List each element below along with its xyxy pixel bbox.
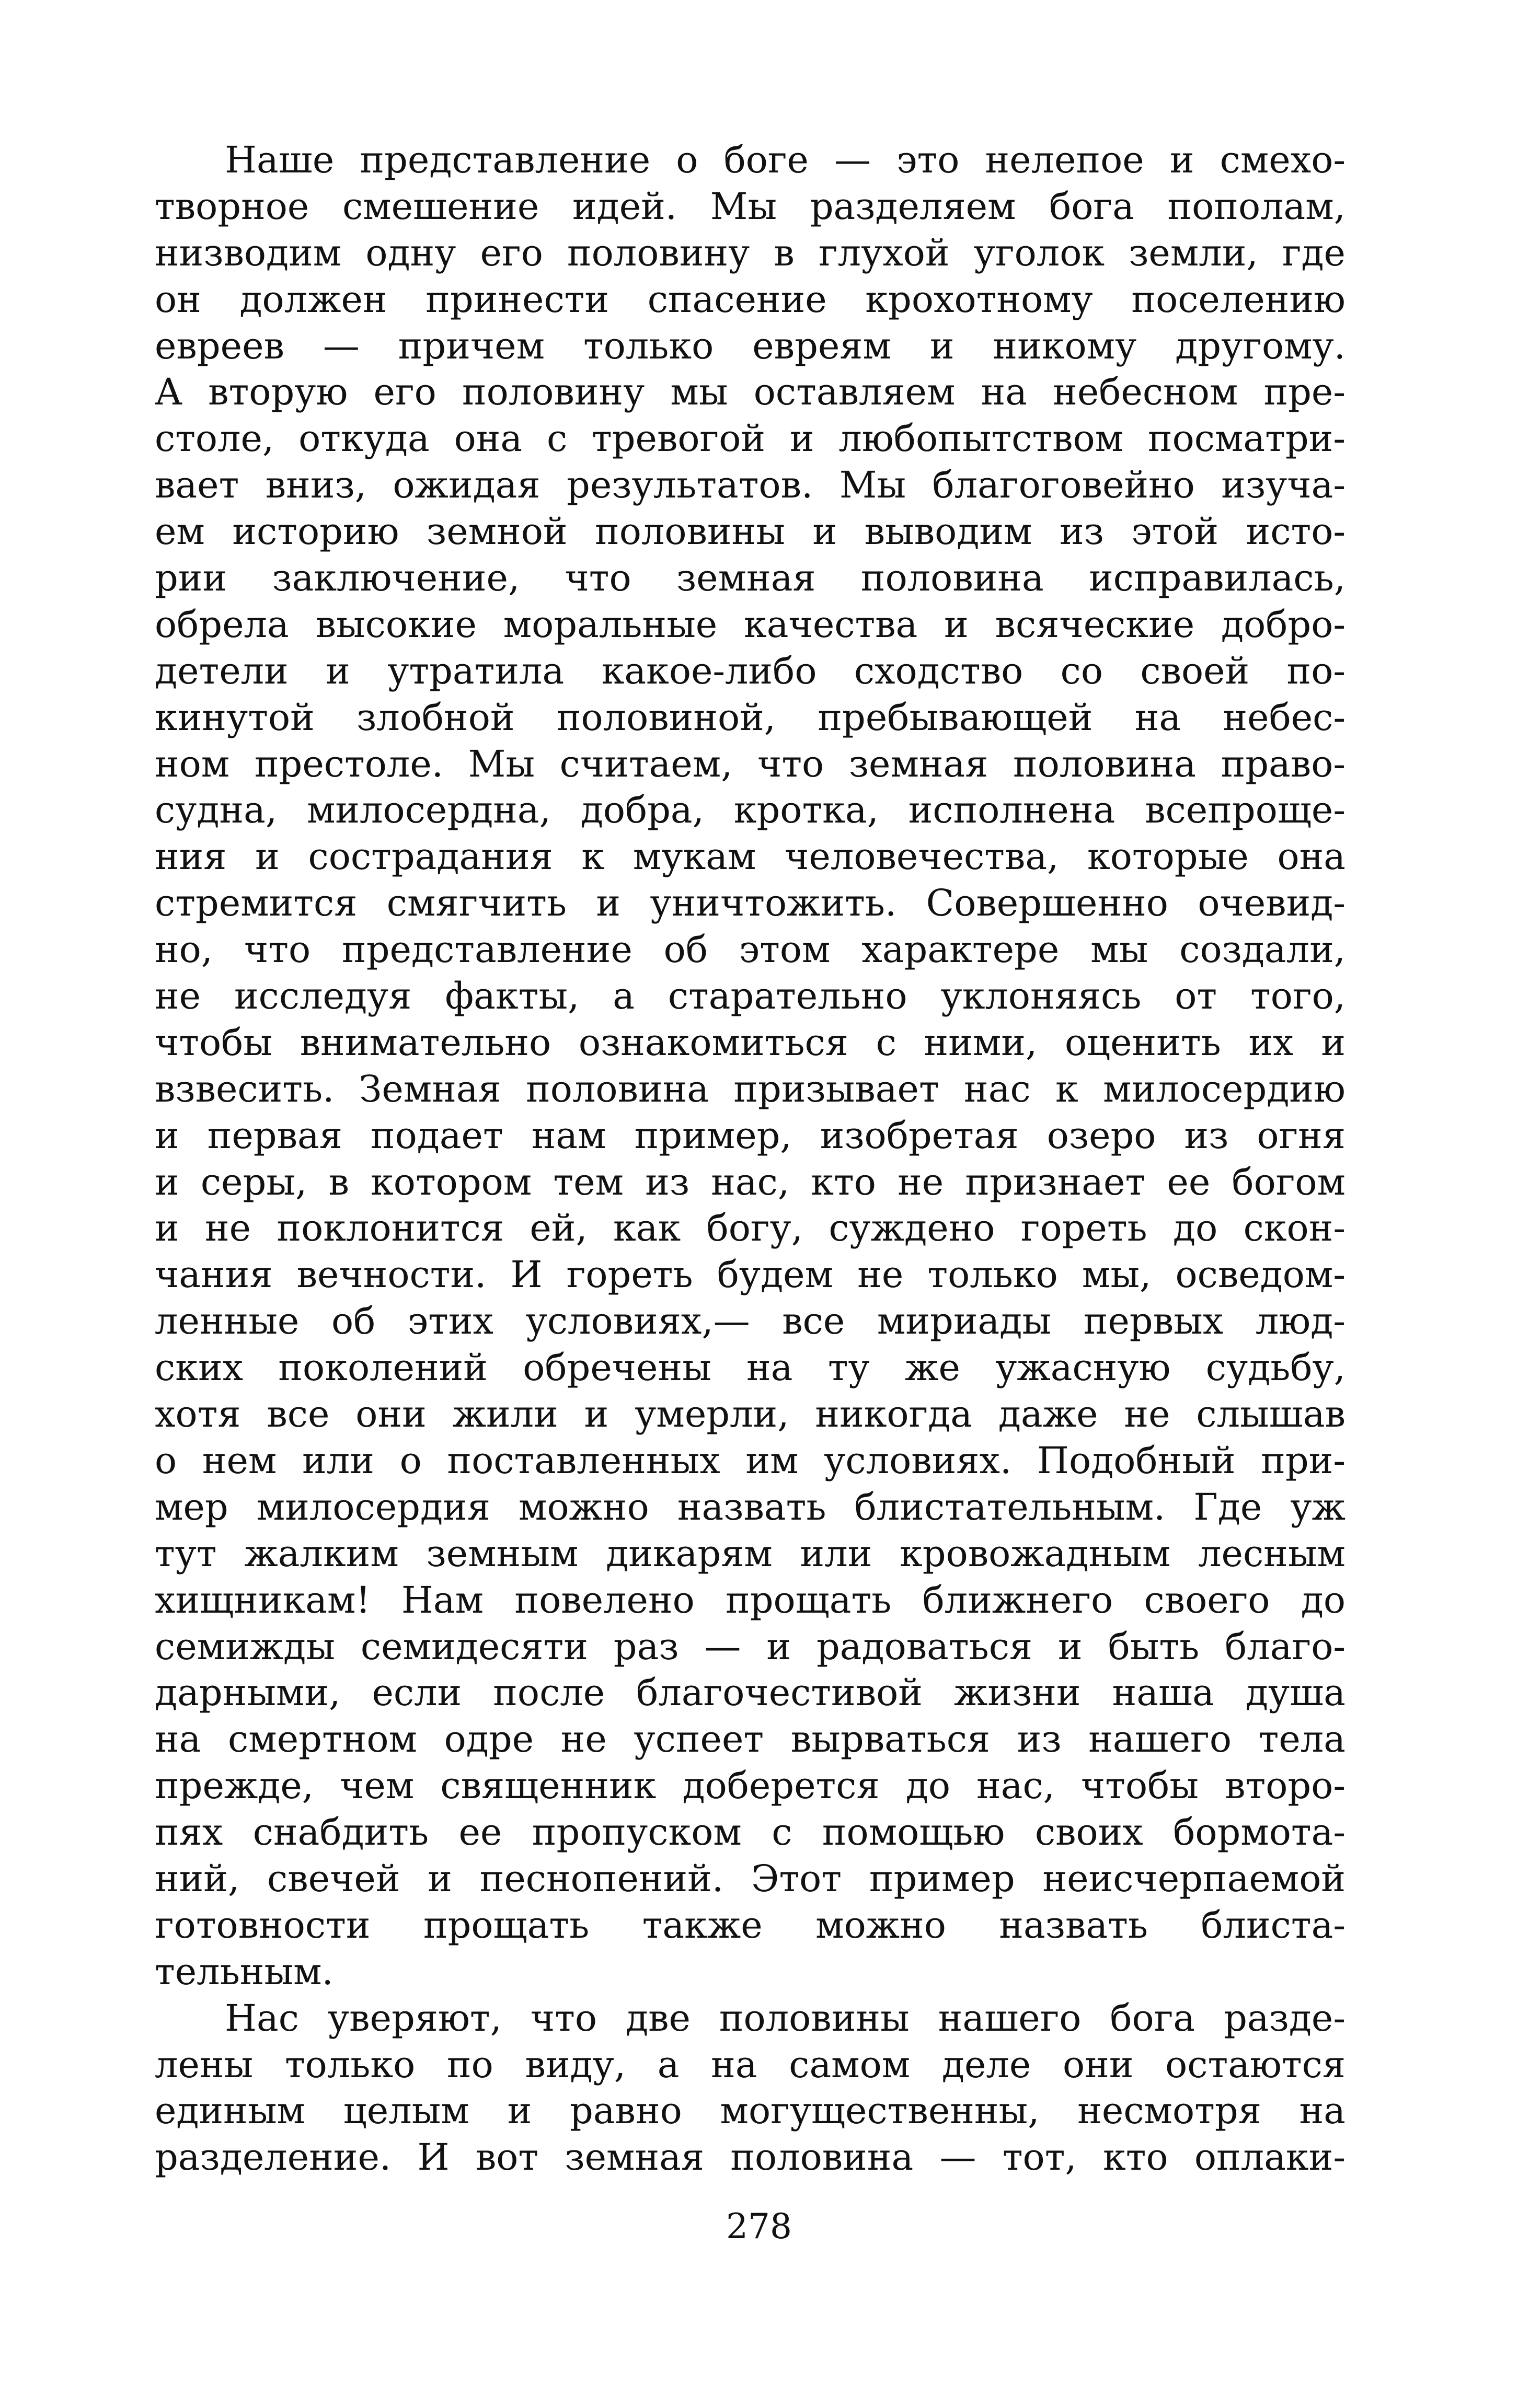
text-line: низводим одну его половину в глухой уголок земли, где: [155, 231, 1346, 274]
text-line: чания вечности. И гореть будем не только мы, осведом-: [155, 1253, 1346, 1296]
text-line: рии заключение, что земная половина исправилась,: [155, 557, 1346, 600]
text-line: тельным.: [155, 1950, 334, 1993]
text-line: хищникам! Нам повелено прощать ближнего своего до: [155, 1578, 1346, 1622]
text-line: лены только по виду, а на самом деле они остаются: [155, 2043, 1346, 2086]
text-line: ния и сострадания к мукам человечества, которые она: [155, 835, 1346, 878]
text-line: он должен принести спасение крохотному поселению: [155, 277, 1346, 321]
text-line: готовности прощать также можно назвать блиста-: [155, 1903, 1346, 1947]
text-line: творное смешение идей. Мы разделяем бога пополам,: [155, 184, 1346, 228]
text-line: евреев — причем только евреям и никому другому.: [155, 324, 1346, 367]
text-line: вает вниз, ожидая результатов. Мы благоговейно изуча-: [155, 464, 1346, 507]
text-line: взвесить. Земная половина призывает нас к милосердию: [155, 1067, 1346, 1110]
text-line: чтобы внимательно ознакомиться с ними, оценить их и: [155, 1021, 1346, 1064]
text-line: ем историю земной половины и выводим из этой исто-: [155, 510, 1346, 553]
text-line: не исследуя факты, а старательно уклоняясь от того,: [155, 975, 1346, 1018]
text-line: ном престоле. Мы считаем, что земная половина право-: [155, 742, 1346, 785]
page-number: 278: [726, 2206, 792, 2247]
paragraph-2: [155, 1995, 1346, 2181]
body-text: [155, 137, 1346, 2181]
text-line: семижды семидесяти раз — и радоваться и быть благо-: [155, 1625, 1346, 1668]
text-line: ских поколений обречены на ту же ужасную судьбу,: [155, 1346, 1346, 1390]
text-line: судна, милосердна, добра, кротка, исполнена всепроще-: [155, 789, 1346, 832]
text-line: тут жалким земным дикарям или кровожадным лесным: [155, 1532, 1346, 1575]
text-line: разделение. И вот земная половина — тот, кто оплаки-: [155, 2136, 1346, 2179]
text-line: но, что представление об этом характере мы создали,: [155, 928, 1346, 971]
text-line: мер милосердия можно назвать блистательным. Где уж: [155, 1485, 1346, 1529]
text-line: ленные об этих условиях,— все мириады первых люд-: [155, 1300, 1346, 1343]
text-line: прежде, чем священник доберется до нас, чтобы второ-: [155, 1764, 1346, 1808]
text-line: кинутой злобной половиной, пребывающей на небес-: [155, 696, 1346, 739]
text-line: Нас уверяют, что две половины нашего бога разде-: [225, 1996, 1346, 2040]
text-line: и не поклонится ей, как богу, суждено гореть до скон-: [155, 1207, 1346, 1250]
text-line: обрела высокие моральные качества и всяческие добро-: [155, 603, 1346, 646]
text-line: столе, откуда она с тревогой и любопытством посматри-: [155, 417, 1346, 460]
text-line: и первая подает нам пример, изобретая озеро из огня: [155, 1114, 1346, 1157]
text-line: Наше представление о боге — это нелепое и смехо-: [225, 138, 1346, 181]
text-line: единым целым и равно могущественны, несмотря на: [155, 2089, 1346, 2133]
text-line: пях снабдить ее пропуском с помощью своих бормота-: [155, 1811, 1346, 1854]
text-line: стремится смягчить и уничтожить. Совершенно очевид-: [155, 882, 1346, 925]
text-line: и серы, в котором тем из нас, кто не признает ее богом: [155, 1160, 1346, 1203]
text-line: А вторую его половину мы оставляем на небесном пре-: [155, 371, 1346, 414]
paragraph-1: [155, 137, 1346, 1995]
text-line: хотя все они жили и умерли, никогда даже не слышав: [155, 1393, 1346, 1436]
text-line: на смертном одре не успеет вырваться из нашего тела: [155, 1718, 1346, 1761]
text-line: дарными, если после благочестивой жизни наша душа: [155, 1671, 1346, 1715]
text-line: о нем или о поставленных им условиях. Подобный при-: [155, 1439, 1346, 1482]
text-line: детели и утратила какое-либо сходство со своей по-: [155, 649, 1346, 692]
text-line: ний, свечей и песнопений. Этот пример неисчерпаемой: [155, 1857, 1346, 1900]
